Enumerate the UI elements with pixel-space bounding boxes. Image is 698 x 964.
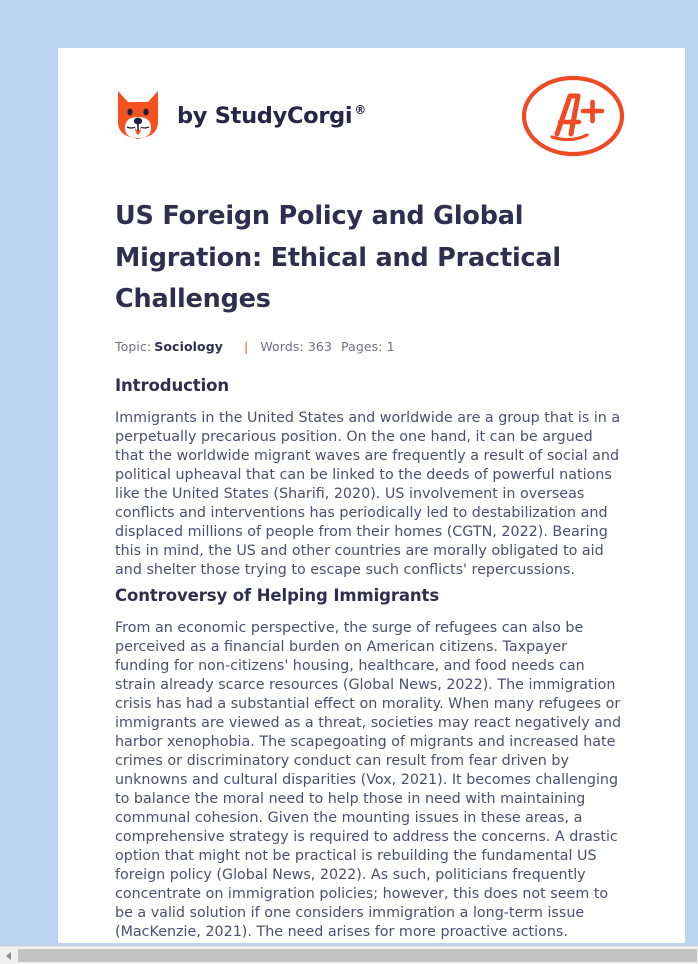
scroll-left-arrow-icon[interactable] <box>0 947 17 964</box>
grade-badge <box>518 70 628 162</box>
section-paragraph-controversy: From an economic perspective, the surge of refugees can also be perceived as a financial burden on American citizens. Taxpayer funding for non-citizens' housing, healthcare, and food needs can strain already scarce resources (Global News, 2022). The immigration crisis has had a substantial effect on morality. When many refugees or immigrants are viewed as a threat, societies may react negatively and harbor xenophobia. The scapegoating of migrants and increased hate crimes or discriminatory conduct can result from fear driven by unknowns and cultural disparities (Vox, 2021). It becomes challenging to balance the moral need to help those in need with maintaining communal cohesion. Given the mounting issues in these areas, a comprehensive strategy is required to address the concerns. A drastic option that might not be practical is rebuilding the fundamental US foreign policy (Global News, 2022). As such, politicians frequently concentrate on immigration policies; however, this does not seem to be a valid solution if one considers immigration a long-term issue (MacKenzie, 2021). The need arises for more proactive actions. <box>115 619 622 940</box>
section-heading-introduction: Introduction <box>115 375 230 395</box>
scrollbar-thumb[interactable] <box>18 949 697 962</box>
registered-trademark-icon: ® <box>354 103 367 117</box>
section-paragraph-introduction: Immigrants in the United States and worldwide are a group that is in a perpetually precarious position. On the one hand, it can be argued that the worldwide migrant waves are frequently a result of social and political upheaval that can be linked to the deeds of powerful nations like the United States (Sharifi, 2020). US involvement in overseas conflicts and interventions has periodically led to destabilization and displaced millions of people from their homes (CGTN, 2022). Bearing this in mind, the US and other countries are morally obligated to aid and shelter those trying to escape such conflicts' repercussions. <box>115 409 621 578</box>
corgi-face-icon <box>115 88 161 144</box>
document-body <box>115 376 628 942</box>
meta-pages: Pages: 1 <box>341 338 395 354</box>
document-meta <box>115 339 628 354</box>
horizontal-scrollbar[interactable] <box>0 946 698 964</box>
document-header <box>115 48 628 170</box>
meta-separator: | <box>244 338 249 354</box>
page-title: US Foreign Policy and Global Migration: Ethical and Practical Challenges <box>115 201 561 314</box>
brand-name-text: by StudyCorgi <box>177 103 353 129</box>
brand-name <box>177 103 366 129</box>
section-heading-controversy: Controversy of Helping Immigrants <box>115 585 440 605</box>
brand-logo[interactable] <box>115 88 366 144</box>
meta-topic-value[interactable]: Sociology <box>154 338 224 354</box>
document-page <box>58 48 685 943</box>
meta-topic-label: Topic: <box>115 338 152 354</box>
meta-words: Words: 363 <box>260 338 333 354</box>
meta-topic <box>115 339 223 354</box>
